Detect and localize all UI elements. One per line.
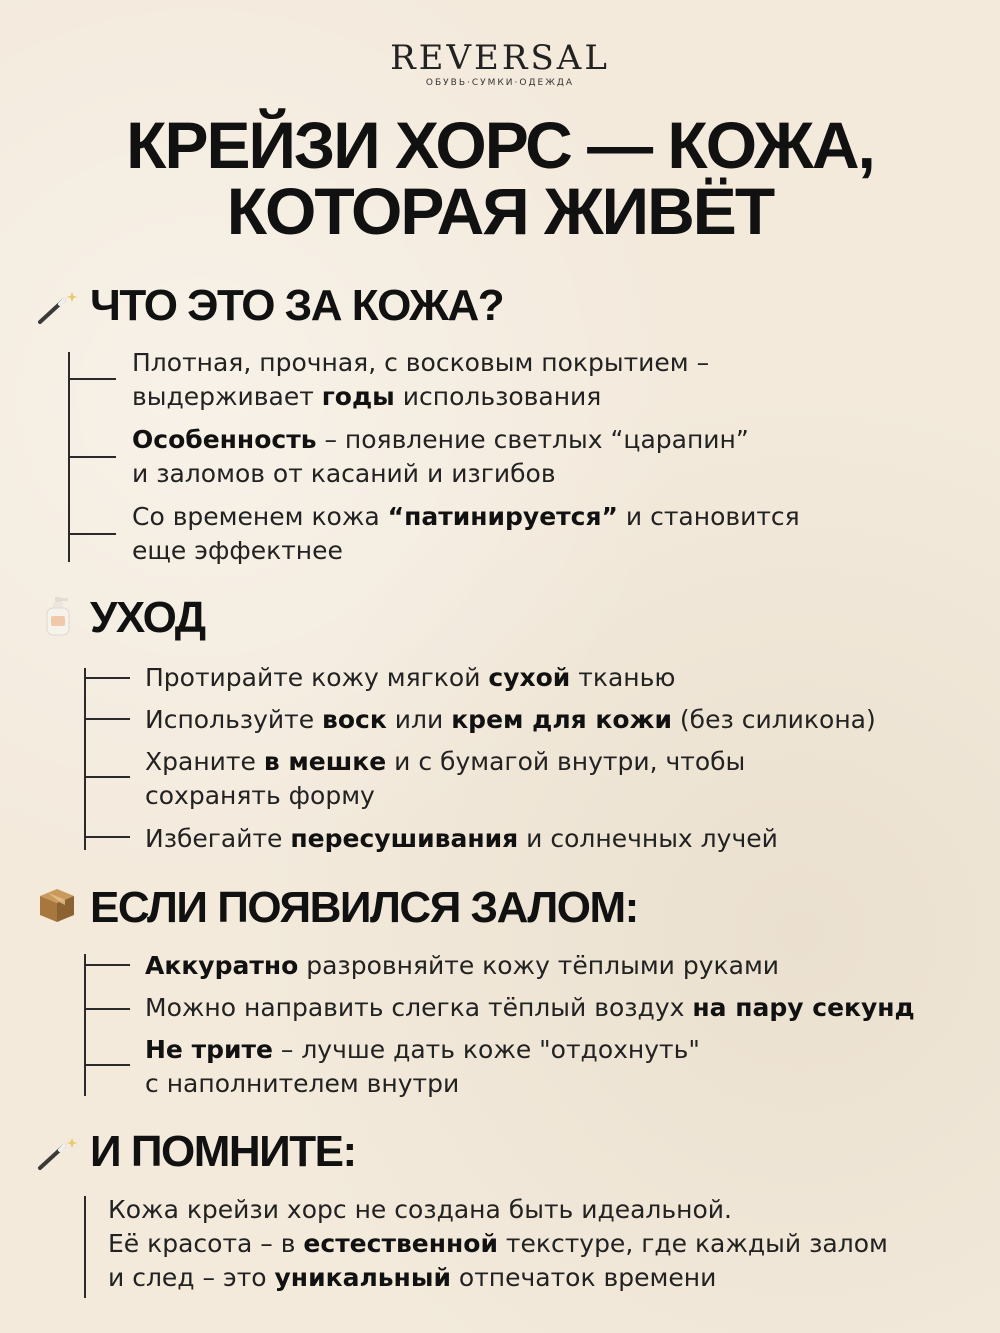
section-heading-crease: ЕСЛИ ПОЯВИЛСЯ ЗАЛОМ: [90, 883, 638, 932]
text-line [145, 779, 745, 813]
list-item [132, 423, 749, 491]
tree-branch [84, 836, 130, 838]
list-item [145, 703, 876, 737]
tree-branch [84, 718, 130, 720]
brand-logo: REVERSAL [390, 38, 610, 78]
text-line [132, 457, 749, 491]
magic-wand-icon [36, 288, 80, 328]
text-run: Кожа крейзи хорс не создана быть идеальной. [108, 1195, 732, 1224]
text-run-bold: Не трите [145, 1035, 273, 1064]
text-run: Её красота – в [108, 1229, 304, 1258]
tree-branch [68, 378, 116, 380]
text-run-bold: естественной [303, 1229, 498, 1258]
text-line [132, 423, 749, 457]
text-run-bold: “патинируется” [387, 502, 618, 531]
text-run: и след – это [108, 1263, 275, 1292]
text-run: или [386, 705, 452, 734]
text-line [145, 745, 745, 779]
text-run: Храните [145, 747, 264, 776]
text-line [108, 1227, 888, 1261]
list-item [145, 949, 779, 983]
tree-branch [84, 677, 130, 679]
list-item [132, 500, 800, 568]
list-item [145, 991, 915, 1025]
text-run-bold: сухой [488, 663, 571, 692]
text-line [108, 1193, 888, 1227]
text-run: Со временем кожа [132, 502, 388, 531]
text-run: – появление светлых “царапин” [316, 425, 749, 454]
list-item [145, 745, 745, 813]
text-run-bold: Аккуратно [145, 951, 299, 980]
text-line [145, 949, 779, 983]
text-run: текстуре, где каждый залом [497, 1229, 888, 1258]
magic-wand-icon [36, 1134, 80, 1174]
text-run-bold: пересушивания [290, 824, 519, 853]
text-run: выдерживает [132, 382, 322, 411]
text-line [132, 346, 709, 380]
text-run: Избегайте [145, 824, 291, 853]
text-run-bold: уникальный [274, 1263, 451, 1292]
text-run: еще эффектнее [132, 536, 343, 565]
text-line [145, 991, 915, 1025]
list-item [145, 822, 778, 856]
text-run: – лучше дать коже "отдохнуть" [272, 1035, 700, 1064]
text-run: Используйте [145, 705, 323, 734]
lotion-bottle-icon [44, 596, 72, 636]
page-title-line-1: КРЕЙЗИ ХОРС — КОЖА, [126, 108, 874, 182]
text-run: тканью [570, 663, 676, 692]
package-box-icon [36, 884, 78, 926]
brand-tagline: ОБУВЬ·СУМКИ·ОДЕЖДА [425, 78, 575, 88]
text-run: и становится [617, 502, 800, 531]
section-heading-care: УХОД [90, 593, 205, 642]
text-run: разровняйте кожу тёплыми руками [298, 951, 780, 980]
text-run-bold: воск [322, 705, 387, 734]
tree-connector [84, 668, 86, 850]
page-title [0, 108, 1000, 248]
tree-branch [84, 1064, 130, 1066]
text-line [145, 703, 876, 737]
text-run-bold: годы [321, 382, 395, 411]
tree-branch [84, 1008, 130, 1010]
text-line [132, 534, 800, 568]
text-run: с наполнителем внутри [145, 1069, 460, 1098]
text-run: и заломов от касаний и изгибов [132, 459, 556, 488]
tree-branch [68, 456, 116, 458]
text-run-bold: крем для кожи [451, 705, 672, 734]
list-item [145, 1033, 700, 1101]
text-run-bold: на пару секунд [692, 993, 915, 1022]
text-run: и солнечных лучей [518, 824, 778, 853]
section-heading-remember: И ПОМНИТЕ: [90, 1127, 356, 1176]
quote-bar [84, 1196, 86, 1298]
tree-branch [84, 964, 130, 966]
text-run: сохранять форму [145, 781, 375, 810]
text-run-bold: в мешке [263, 747, 387, 776]
text-line [132, 500, 800, 534]
text-line [108, 1261, 888, 1295]
section-heading-leather: ЧТО ЭТО ЗА КОЖА? [90, 281, 504, 330]
text-line [145, 661, 675, 695]
text-run: Протирайте кожу мягкой [145, 663, 489, 692]
tree-branch [68, 533, 116, 535]
text-run: Можно направить слегка тёплый воздух [145, 993, 693, 1022]
text-run-bold: Особенность [132, 425, 317, 454]
tree-branch [84, 776, 130, 778]
text-line [132, 380, 709, 414]
text-line [145, 822, 778, 856]
text-run: (без силикона) [671, 705, 876, 734]
closing-paragraph [108, 1193, 888, 1295]
text-run: и с бумагой внутри, чтобы [386, 747, 746, 776]
text-line [145, 1067, 700, 1101]
text-run: отпечаток времени [450, 1263, 717, 1292]
list-item [132, 346, 709, 414]
text-run: Плотная, прочная, с восковым покрытием – [132, 348, 710, 377]
text-run: использования [394, 382, 602, 411]
list-item [145, 661, 675, 695]
tree-connector [84, 954, 86, 1096]
page-title-line-2: КОТОРАЯ ЖИВЁТ [226, 174, 774, 248]
text-line [145, 1033, 700, 1067]
